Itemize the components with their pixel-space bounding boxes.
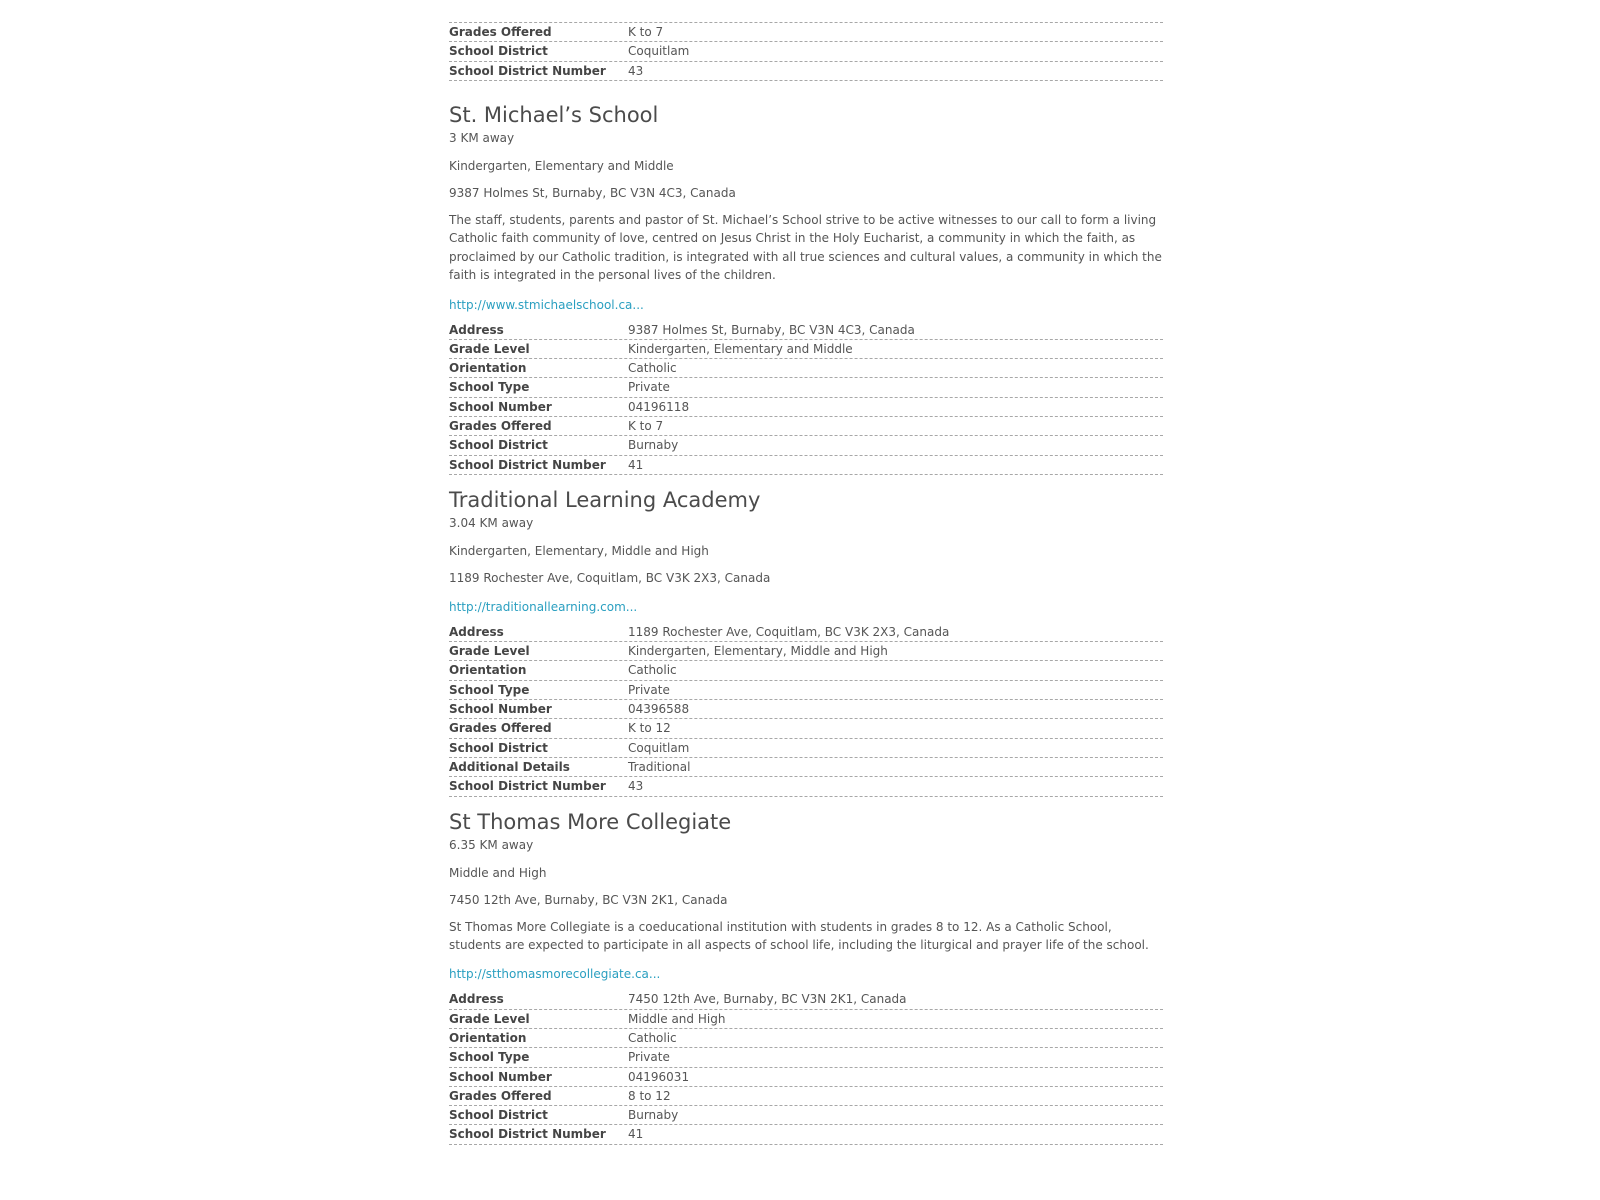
detail-value: K to 7 <box>628 25 664 39</box>
detail-label: Orientation <box>449 361 527 376</box>
previous-school-details-table <box>449 22 1163 81</box>
detail-row <box>449 681 1163 700</box>
detail-row <box>449 777 1163 796</box>
detail-row <box>449 758 1163 777</box>
detail-value: Kindergarten, Elementary and Middle <box>628 341 853 356</box>
school-name[interactable]: St. Michael’s School <box>449 102 659 127</box>
detail-value: 04396588 <box>628 702 690 717</box>
detail-row <box>449 398 1163 417</box>
detail-label: School District <box>449 1108 548 1123</box>
detail-label: Orientation <box>449 663 527 678</box>
detail-value: 8 to 12 <box>628 1088 671 1103</box>
detail-value: Private <box>628 1050 670 1065</box>
detail-value: Private <box>628 682 670 697</box>
school-entry-st-michaels <box>449 102 1163 475</box>
detail-label: School District <box>449 740 548 755</box>
detail-value: Burnaby <box>628 1108 679 1123</box>
detail-row <box>449 417 1163 436</box>
detail-row <box>449 990 1163 1009</box>
detail-label: Address <box>449 624 504 639</box>
detail-label: Grade Level <box>449 341 530 356</box>
detail-row <box>449 436 1163 455</box>
school-website-link[interactable]: http://stthomasmorecollegiate.ca... <box>449 967 661 982</box>
detail-label: Orientation <box>449 1030 527 1045</box>
school-grade-level: Middle and High <box>449 865 547 880</box>
detail-value: K to 12 <box>628 721 671 736</box>
detail-label: School Type <box>449 380 530 395</box>
detail-value: Coquitlam <box>628 44 690 59</box>
detail-value: 04196031 <box>628 1069 690 1084</box>
detail-value: 43 <box>628 779 644 794</box>
detail-row <box>449 23 1163 42</box>
detail-label: Additional Details <box>449 759 570 774</box>
school-description: The staff, students, parents and pastor of St. Michael’s School strive to be active witnesses to our call to form a living Catholic faith community of love, centred on Jesus Christ in the Holy Eucharist, a community in which the faith, as proclaimed by our Catholic tradition, is integrated with all true sciences and cultural values, a community in which the faith is integrated in the personal lives of the children. <box>449 212 1162 283</box>
school-entry-st-thomas-more <box>449 809 1163 1145</box>
detail-value: 04196118 <box>628 399 690 414</box>
school-distance: 6.35 KM away <box>449 837 534 852</box>
detail-row <box>449 700 1163 719</box>
detail-row <box>449 1087 1163 1106</box>
detail-row <box>449 623 1163 642</box>
school-details-table <box>449 623 1163 797</box>
detail-row <box>449 62 1163 81</box>
detail-label: School District <box>449 44 548 59</box>
school-address: 9387 Holmes St, Burnaby, BC V3N 4C3, Canada <box>449 185 736 200</box>
detail-label: School Type <box>449 682 530 697</box>
detail-label: Address <box>449 992 504 1007</box>
school-details-table <box>449 990 1163 1144</box>
detail-value: Middle and High <box>628 1011 726 1026</box>
detail-label: Grade Level <box>449 644 530 659</box>
school-distance: 3.04 KM away <box>449 515 534 530</box>
school-address: 1189 Rochester Ave, Coquitlam, BC V3K 2X3, Canada <box>449 570 771 585</box>
detail-label: Grades Offered <box>449 419 552 433</box>
detail-label: School Number <box>449 1069 552 1084</box>
school-website-link[interactable]: http://traditionallearning.com... <box>449 599 638 614</box>
detail-row <box>449 1106 1163 1125</box>
detail-row <box>449 456 1163 475</box>
school-website-link[interactable]: http://www.stmichaelschool.ca... <box>449 297 644 312</box>
detail-value: Kindergarten, Elementary, Middle and High <box>628 644 888 659</box>
detail-row <box>449 340 1163 359</box>
detail-value: Catholic <box>628 361 677 376</box>
detail-row <box>449 42 1163 61</box>
school-details-table <box>449 321 1163 475</box>
school-name[interactable]: Traditional Learning Academy <box>449 487 761 512</box>
detail-label: School District <box>449 438 548 453</box>
detail-value: K to 7 <box>628 419 664 433</box>
detail-row <box>449 1068 1163 1087</box>
detail-row <box>449 321 1163 340</box>
school-entry-traditional-learning <box>449 487 1163 797</box>
school-address: 7450 12th Ave, Burnaby, BC V3N 2K1, Canada <box>449 892 728 907</box>
detail-value: Catholic <box>628 1030 677 1045</box>
detail-value: Traditional <box>628 759 691 774</box>
school-name[interactable]: St Thomas More Collegiate <box>449 809 732 834</box>
detail-row <box>449 1125 1163 1144</box>
detail-row <box>449 1010 1163 1029</box>
detail-value: Private <box>628 380 670 395</box>
detail-value: Catholic <box>628 663 677 678</box>
school-grade-level: Kindergarten, Elementary and Middle <box>449 158 674 173</box>
detail-label: School District Number <box>449 63 606 78</box>
school-description: St Thomas More Collegiate is a coeducational institution with students in grades 8 to 12. As a Catholic School, students are expected to participate in all aspects of school life, including the liturgical and prayer life of the school. <box>449 919 1149 952</box>
detail-label: Grades Offered <box>449 1088 552 1103</box>
detail-value: 1189 Rochester Ave, Coquitlam, BC V3K 2X3, Canada <box>628 624 950 639</box>
detail-value: 41 <box>628 457 644 472</box>
detail-row <box>449 378 1163 397</box>
school-distance: 3 KM away <box>449 130 515 145</box>
school-grade-level: Kindergarten, Elementary, Middle and High <box>449 543 709 558</box>
detail-label: School District Number <box>449 457 606 472</box>
detail-row <box>449 359 1163 378</box>
detail-label: School Type <box>449 1050 530 1065</box>
detail-row <box>449 1029 1163 1048</box>
detail-row <box>449 1048 1163 1067</box>
detail-label: Address <box>449 322 504 337</box>
detail-label: Grades Offered <box>449 721 552 736</box>
detail-row <box>449 719 1163 738</box>
detail-row <box>449 661 1163 680</box>
detail-label: Grade Level <box>449 1011 530 1026</box>
detail-value: 7450 12th Ave, Burnaby, BC V3N 2K1, Canada <box>628 992 907 1007</box>
detail-label: School District Number <box>449 1127 606 1142</box>
detail-row <box>449 739 1163 758</box>
detail-label: School Number <box>449 702 552 717</box>
detail-label: School Number <box>449 399 552 414</box>
detail-row <box>449 642 1163 661</box>
school-listing <box>449 22 1163 1157</box>
detail-value: Coquitlam <box>628 740 690 755</box>
detail-value: 43 <box>628 63 644 78</box>
detail-value: 41 <box>628 1127 644 1142</box>
detail-label: Grades Offered <box>449 25 552 39</box>
detail-value: Burnaby <box>628 438 679 453</box>
detail-value: 9387 Holmes St, Burnaby, BC V3N 4C3, Canada <box>628 322 915 337</box>
detail-label: School District Number <box>449 779 606 794</box>
